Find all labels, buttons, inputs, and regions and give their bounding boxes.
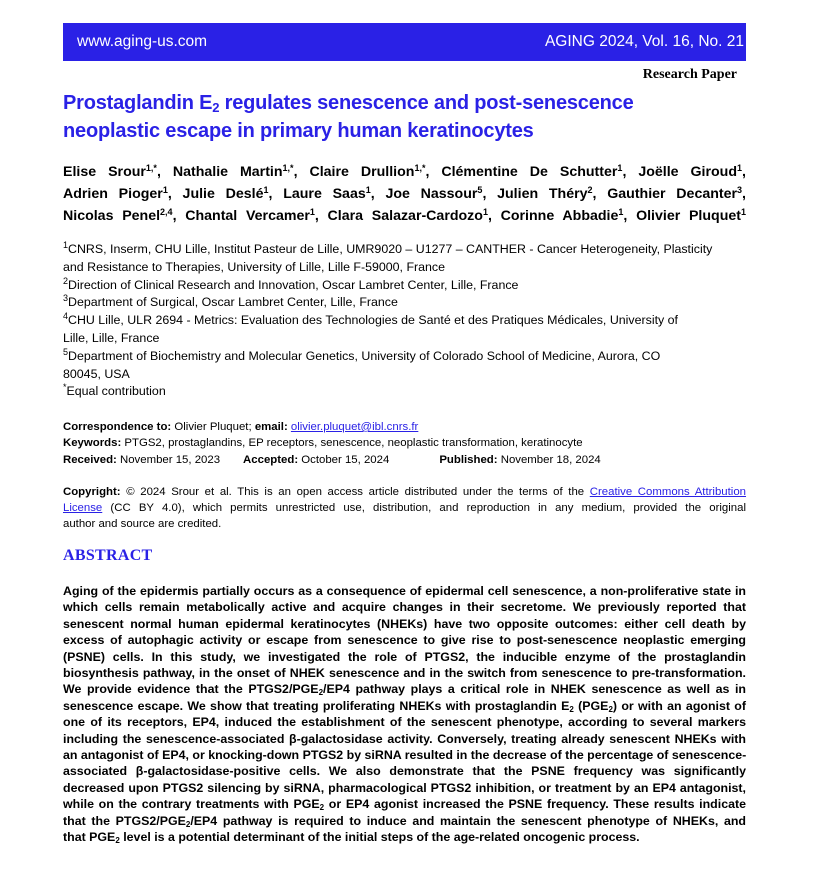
abstract-line: an antagonist of EP4, or knocking-down PTGS2 by siRNA resulted in the decrease of the percentage of senescence- [63,748,747,763]
affiliation-line: $^1$CNRS, Inserm, CHU Lille, Institut Pasteur de Lille, UMR9020 – U1277 – CANTHER - Cancer Heterogeneity, Plasticity [63,240,713,256]
paper-type-label: Research Paper [642,67,737,82]
abstract-line: (PSNE) cells. In this study, we investigated the role of PTGS2, the inducible enzyme of the prostaglandin [63,649,746,664]
copyright-line: Copyright: © 2024 Srour et al. This is an open access article distributed under the terms of the Creative Commons Attribution [63,486,747,498]
copyright-line: License (CC BY 4.0), which permits unrestricted use, distribution, and reproduction in any medium, provided the original [63,502,746,514]
abstract-line: while on the contrary treatments with $PGE_2$ or EP4 agonist increased the PSNE frequency. These results indicate [63,797,746,813]
license-link[interactable]: Creative Commons Attribution [589,486,747,498]
journal-issue-label: AGING 2024, Vol. 16, No. 21 [544,33,744,50]
article-metadata [63,419,746,468]
affiliations [63,241,746,401]
abstract-line: senescent normal human epidermal keratinocytes (NHEKs) have two opposite outcomes: either cell death by [63,616,746,631]
affiliation-line: $^5$Department of Biochemistry and Molecular Genetics, University of Colorado School of Medicine, Aurora, CO [63,346,661,363]
abstract-line: that $PGE_2$ level is a potential determinant of the initial steps of the age-related oncogenic process. [63,830,640,846]
dates-line: Received: November 15, 2023 Accepted: October 15, 2024 Published: November 18, 2024 [63,453,601,466]
author-line: Nicolas Penel$^{2,4}$, Chantal Vercamer$^1$, Clara Salazar-Cardozo$^1$, Corinne Abbadie$^1$, Olivier Pluquet$^1$ [63,207,746,224]
journal-banner [63,23,746,61]
affiliation-line: 80045, USA [63,366,130,381]
affiliation-line: $^3$Department of Surgical, Oscar Lambret Center, Lille, France [63,293,398,310]
keywords-line: Keywords: PTGS2, prostaglandins, EP receptors, senescence, neoplastic transformation, keratinocyte [63,437,583,450]
abstract-line: associated β-galactosidase-positive cells. We also demonstrate that the PSNE frequency was significantly [63,764,746,779]
affiliation-line: $^2$Direction of Clinical Research and Innovation, Oscar Lambret Center, Lille, France [63,275,519,292]
author-line: Adrien Pioger$^1$, Julie Deslé$^1$, Laure Saas$^1$, Joe Nassour$^5$, Julien Théry$^2$, Gauthier Decanter$^3$, [63,185,746,202]
abstract-line: excess of autophagic activity or escape from senescence to give rise to post-senescence neoplastic emerging [63,633,746,648]
correspondence-line: Correspondence to: Olivier Pluquet; email: olivier.pluquet@ibl.cnrs.fr [63,421,419,433]
abstract-heading: ABSTRACT [63,547,153,564]
abstract-line: one of its receptors, EP4, induced the establishment of the senescent phenotype, according to several markers [63,715,746,730]
abstract-line: including the senescence-associated β-galactosidase activity. Conversely, treating already senescent NHEKs with [63,731,746,746]
abstract-line: that the $PTGS2/PGE_2/EP4$ pathway is required to induce and maintain the senescent phenotype of NHEKs, and [63,813,746,829]
abstract-line: which cells remain metabolically active and acquire changes in their secretome. We previously reported that [63,600,746,615]
license-link[interactable]: License [63,502,103,514]
author-line: Elise Srour$^{1,*}$, Nathalie Martin$^{1,*}$, Claire Drullion$^{1,*}$, Clémentine De Schutter$^1$, Joëlle Giroud$^1$, [63,163,746,180]
abstract-line: senescence escape. We show that treating proliferating NHEKs with prostaglandin $E_2$ $(PGE_2)$ or with an agonist of [63,698,746,714]
abstract-body [63,583,746,846]
title-line: neoplastic escape in primary human keratinocytes [63,120,534,142]
abstract-line: decreased upon PTGS2 silencing by siRNA, pharmacological PTGS2 inhibition, or treatment by an EP4 antagonist, [63,780,746,795]
title-line: Prostaglandin $E_2$ regulates senescence and post-senescence [63,92,634,115]
article-title [63,89,763,145]
journal-website-link[interactable]: www.aging-us.com [77,33,208,50]
abstract-line: biosynthesis pathway, in the onset of NHEK senescence and in the switch from senescence to pre-transformation. [63,666,746,681]
copyright-line: author and source are credited. [63,518,222,530]
affiliation-line: $^4$CHU Lille, ULR 2694 - Metrics: Evaluation des Technologies de Santé et des Pratiques Médicales, University of [63,311,678,328]
abstract-line: We provide evidence that the $PTGS2/PGE_2/EP4$ pathway plays a critical role in NHEK senescence as well as in [63,682,747,698]
copyright-notice [63,484,746,532]
affiliation-line: Lille, Lille, France [63,330,160,345]
affiliation-line: *Equal contribution [63,382,166,399]
affiliation-line: and Resistance to Therapies, University of Lille, Lille F-59000, France [63,259,446,274]
email-link[interactable]: olivier.pluquet@ibl.cnrs.fr [290,421,419,433]
author-list [63,161,746,227]
abstract-line: Aging of the epidermis partially occurs as a consequence of epidermal cell senescence, a non-proliferative state in [63,584,746,598]
